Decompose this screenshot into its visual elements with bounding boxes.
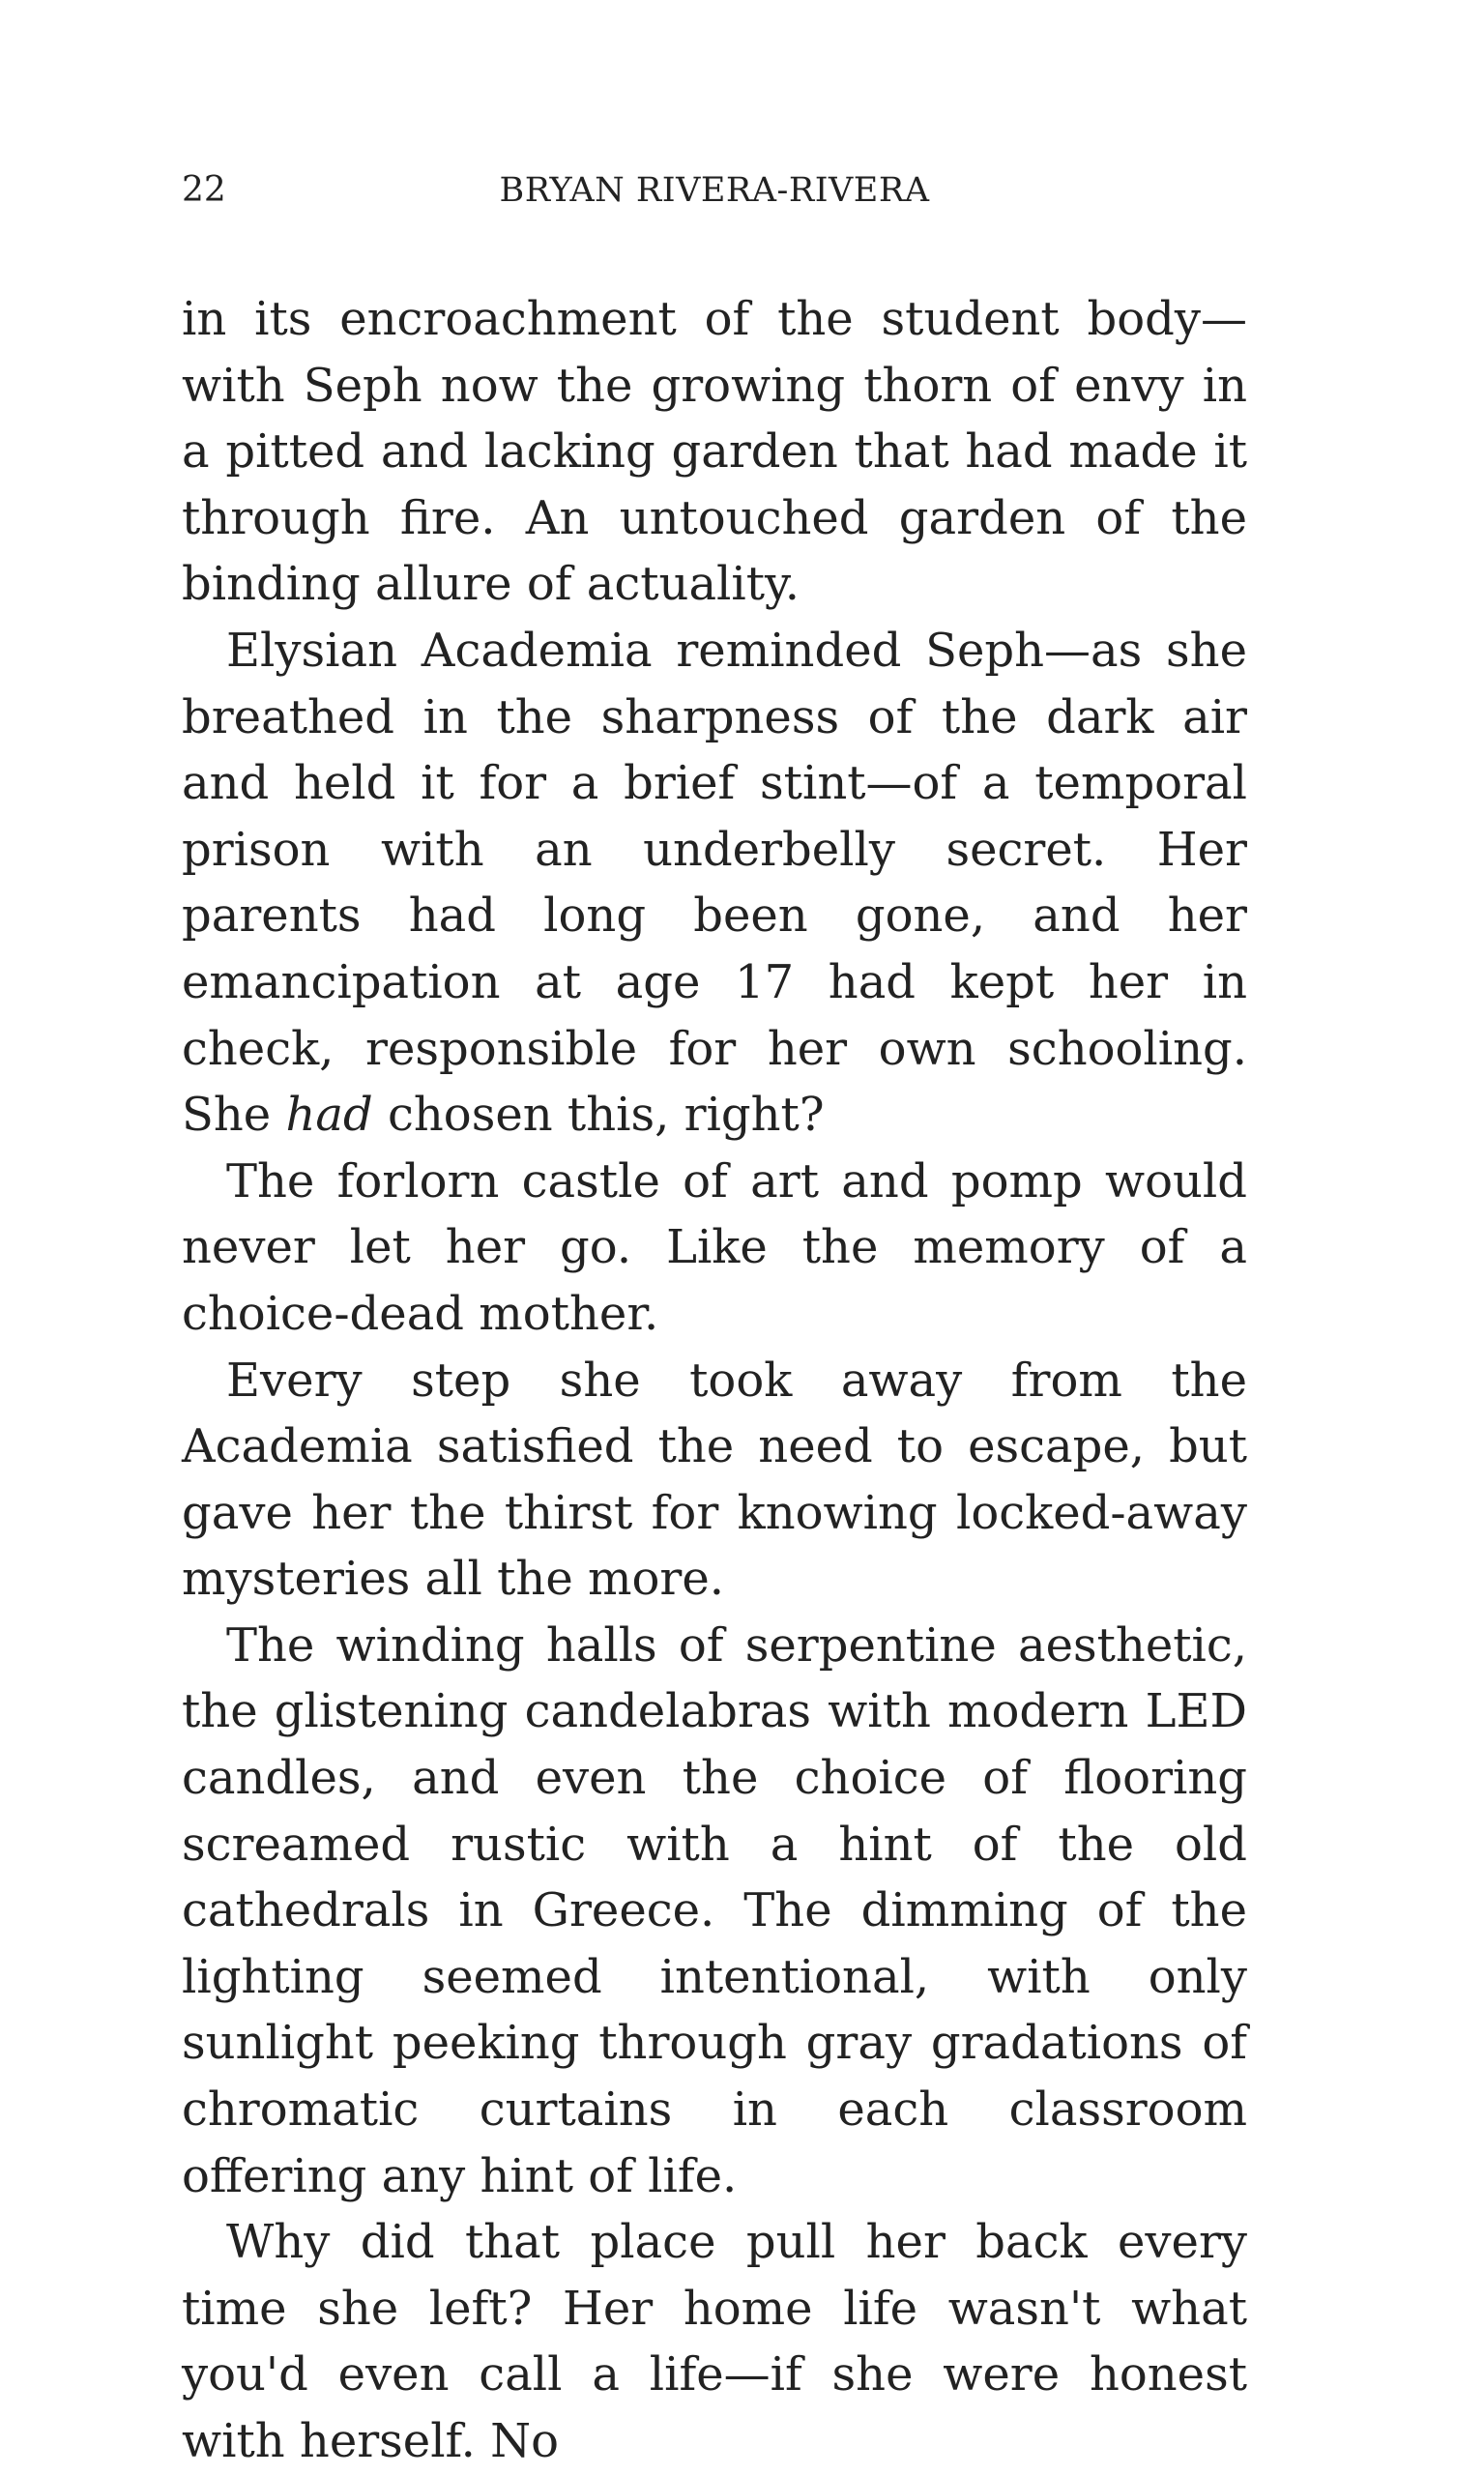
- paragraph-2-text-before: Elysian Academia reminded Seph—as she breathed in the sharpness of the dark air and held it for a brief stint—of a temporal prison with an underbelly secret. Her parents had long been gone, and her emancipation at age 17 had kept her in check, responsible for her own schooling. She: [182, 623, 1247, 1143]
- paragraph-6: Why did that place pull her back every time she left? Her home life wasn't what you'd even call a life—if she were honest with herself. No: [182, 2215, 1247, 2468]
- paragraph-2-emphasis: had: [285, 1088, 373, 1143]
- paragraph-5: The winding halls of serpentine aesthetic, the glistening candelabras with modern LED candles, and even the choice of flooring screamed rustic with a hint of the old cathedrals in Greece. The dimming of the lighting seemed intentional, with only sunlight peeking through gray gradations of chromatic curtains in each classroom offering any hint of life.: [182, 1617, 1247, 2203]
- paragraph-2: [182, 618, 1247, 1149]
- paragraph-3: The forlorn castle of art and pomp would never let her go. Like the memory of a choice-dead mother.: [182, 1153, 1247, 1341]
- body-text: [182, 286, 1247, 2475]
- paragraph-4: Every step she took away from the Academia satisfied the need to escape, but gave her the thirst for knowing locked-away mysteries all the more.: [182, 1353, 1247, 1607]
- running-head: [182, 166, 1247, 215]
- paragraph-2-text-after: chosen this, right?: [372, 1088, 825, 1143]
- paragraph-1: in its encroachment of the student body—with Seph now the growing thorn of envy in a pitted and lacking garden that had made it through fire. An untouched garden of the binding allure of actuality.: [182, 292, 1247, 612]
- author-name: BRYAN RIVERA-RIVERA: [499, 171, 930, 210]
- page-number: 22: [182, 170, 226, 210]
